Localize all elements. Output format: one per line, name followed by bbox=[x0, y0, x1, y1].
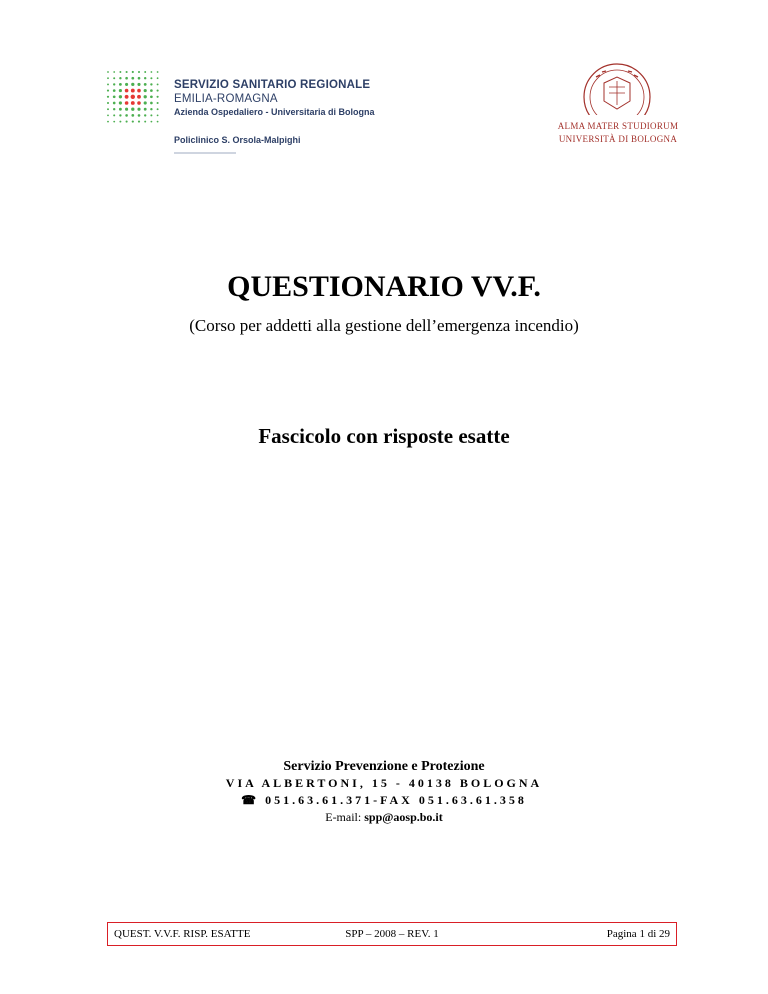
logo-dot bbox=[126, 71, 128, 73]
logo-dot bbox=[119, 108, 122, 111]
unibo-line2: UNIVERSITÀ DI BOLOGNA bbox=[558, 134, 678, 144]
logo-dot bbox=[150, 89, 153, 92]
logo-dot bbox=[126, 121, 128, 123]
logo-dot bbox=[107, 115, 109, 117]
logo-dot bbox=[137, 101, 141, 105]
logo-dot bbox=[144, 71, 146, 73]
logo-dot bbox=[150, 83, 152, 85]
logo-dot bbox=[157, 77, 159, 79]
logo-dot bbox=[113, 77, 115, 79]
ssr-underline bbox=[174, 152, 236, 154]
unibo-seal-icon bbox=[582, 63, 652, 115]
logo-dot bbox=[132, 121, 134, 123]
document-heading: Fascicolo con risposte esatte bbox=[258, 424, 510, 448]
logo-dot bbox=[132, 71, 134, 73]
ssr-line4: Policlinico S. Orsola-Malpighi bbox=[174, 135, 301, 145]
logo-dot bbox=[119, 114, 121, 116]
logo-dot bbox=[113, 89, 116, 92]
ssr-line1: SERVIZIO SANITARIO REGIONALE bbox=[174, 79, 371, 91]
logo-dot bbox=[137, 89, 141, 93]
logo-dot bbox=[150, 108, 152, 110]
logo-dot bbox=[157, 90, 159, 92]
logo-dot bbox=[107, 102, 109, 104]
footer-doc-code: QUEST. V.V.F. RISP. ESATTE bbox=[114, 928, 251, 940]
logo-dot bbox=[119, 95, 122, 98]
phone-line bbox=[0, 793, 768, 808]
logo-dot bbox=[113, 114, 115, 116]
logo-dot bbox=[107, 77, 109, 79]
footer-page-number: Pagina 1 di 29 bbox=[606, 928, 670, 940]
logo-dot bbox=[131, 108, 134, 111]
logo-dot bbox=[138, 114, 141, 117]
logo-dot bbox=[157, 108, 159, 110]
logo-dot bbox=[131, 77, 134, 80]
logo-dot bbox=[113, 71, 115, 73]
logo-dot bbox=[119, 77, 121, 79]
logo-dot bbox=[144, 83, 147, 86]
logo-dot bbox=[144, 77, 146, 79]
ssr-logo bbox=[104, 68, 414, 168]
document-subtitle: (Corso per addetti alla gestione dell’emergenza incendio) bbox=[189, 316, 579, 335]
logo-dot bbox=[131, 83, 134, 86]
logo-dot bbox=[125, 101, 129, 105]
logo-dot bbox=[107, 96, 109, 98]
email-link[interactable]: spp@aosp.bo.it bbox=[364, 810, 443, 824]
logo-dot bbox=[157, 83, 159, 85]
logo-dot bbox=[150, 114, 152, 116]
logo-dot bbox=[131, 89, 135, 93]
logo-dot bbox=[131, 95, 135, 99]
logo-dot bbox=[144, 108, 147, 111]
logo-dot bbox=[137, 95, 141, 99]
phone-fax: 051.63.61.371-FAX 051.63.61.358 bbox=[265, 793, 527, 807]
logo-dot bbox=[137, 108, 140, 111]
logo-dot bbox=[119, 89, 122, 92]
logo-dot bbox=[157, 115, 159, 117]
email-line bbox=[0, 810, 768, 825]
logo-dot bbox=[144, 121, 146, 123]
dot-grid-logo-icon bbox=[104, 68, 162, 126]
logo-dot bbox=[157, 71, 159, 73]
logo-dot bbox=[113, 121, 115, 123]
logo-dot bbox=[125, 77, 128, 80]
logo-dot bbox=[151, 121, 153, 123]
ssr-text bbox=[174, 78, 375, 119]
logo-dot bbox=[113, 108, 115, 110]
logo-dot bbox=[107, 71, 109, 73]
logo-dot bbox=[119, 101, 122, 104]
logo-dot bbox=[107, 108, 109, 110]
logo-dot bbox=[119, 83, 122, 86]
logo-dot bbox=[125, 89, 129, 93]
logo-dot bbox=[113, 95, 116, 98]
logo-dot bbox=[144, 95, 147, 98]
email-label: E-mail: bbox=[325, 810, 365, 824]
unibo-logo bbox=[548, 63, 688, 155]
logo-dot bbox=[131, 101, 135, 105]
logo-dot bbox=[113, 83, 115, 85]
logo-dot bbox=[138, 71, 140, 73]
logo-dot bbox=[119, 71, 121, 73]
logo-dot bbox=[125, 95, 129, 99]
logo-dot bbox=[138, 77, 141, 80]
logo-dot bbox=[137, 83, 140, 86]
logo-dot bbox=[144, 101, 147, 104]
logo-dot bbox=[119, 121, 121, 123]
logo-dot bbox=[144, 89, 147, 92]
unibo-line1: ALMA MATER STUDIORUM bbox=[557, 121, 679, 131]
logo-dot bbox=[113, 102, 116, 105]
logo-dot bbox=[125, 108, 128, 111]
page-footer bbox=[107, 922, 677, 946]
logo-dot bbox=[125, 83, 128, 86]
logo-dot bbox=[150, 95, 153, 98]
logo-dot bbox=[150, 102, 153, 105]
logo-dot bbox=[138, 121, 140, 123]
logo-dot bbox=[157, 102, 159, 104]
logo-dot bbox=[157, 121, 159, 123]
footer-revision: SPP – 2008 – REV. 1 bbox=[345, 928, 439, 940]
ssr-line3: Azienda Ospedaliero - Universitaria di Bologna bbox=[174, 107, 375, 117]
logo-dot bbox=[150, 77, 152, 79]
logo-dot bbox=[107, 90, 109, 92]
logo-dot bbox=[157, 96, 159, 98]
logo-dot bbox=[107, 121, 109, 123]
office-name: Servizio Prevenzione e Protezione bbox=[283, 759, 485, 774]
telephone-icon: ☎ bbox=[241, 793, 260, 807]
document-title: QUESTIONARIO VV.F. bbox=[227, 270, 541, 303]
ssr-line2: EMILIA-ROMAGNA bbox=[174, 93, 278, 105]
logo-dot bbox=[125, 114, 128, 117]
logo-dot bbox=[144, 114, 146, 116]
logo-dot bbox=[151, 71, 153, 73]
logo-dot bbox=[107, 83, 109, 85]
logo-dot bbox=[131, 114, 134, 117]
office-address: VIA ALBERTONI, 15 - 40138 BOLOGNA bbox=[225, 776, 543, 790]
